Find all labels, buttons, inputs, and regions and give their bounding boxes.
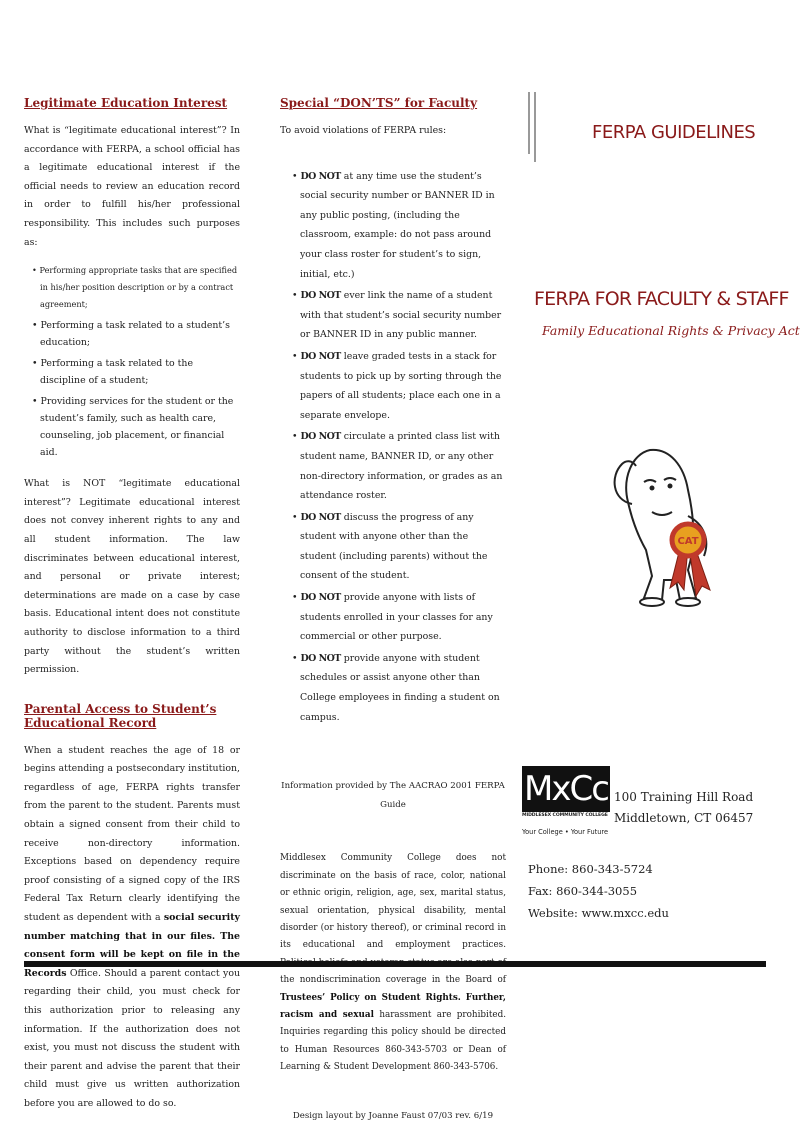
contact-info (528, 858, 669, 924)
list-item: • Performing a task related to the discipline of a student; (32, 358, 193, 387)
heading-parental-access: Parental Access to Student’s Educational Record (24, 701, 217, 730)
list-item: • DO NOT ever link the name of a student with that student’s social security number or BANNER ID in any public manner. (292, 290, 502, 341)
subtitle: Family Educational Rights & Privacy Act (542, 323, 800, 338)
mascot-badge-text: CAT (677, 536, 699, 547)
bottom-divider (24, 961, 766, 967)
list-item: • DO NOT provide anyone with lists of students enrolled in your classes for any commercial or other purpose. (292, 592, 493, 643)
phone: Phone: 860-343-5724 (528, 862, 653, 876)
guidelines-title: FERPA GUIDELINES (592, 122, 756, 143)
list-item: • DO NOT provide anyone with student schedules or assist anyone other than College employees in finding a student on campus. (292, 652, 500, 723)
donts-list (288, 167, 506, 728)
mascot-illustration (592, 420, 732, 618)
address-line: 100 Training Hill Road (614, 790, 754, 804)
list-item: • DO NOT circulate a printed class list with student name, BANNER ID, or any other non-directory information, or grades as an attendance roster. (292, 431, 503, 502)
decorative-line (528, 92, 530, 154)
list-item: • DO NOT leave graded tests in a stack for students to pick up by sorting through the papers of all students; place each one in a separate envelope. (292, 350, 502, 421)
list-item: • DO NOT at any time use the student’s social security number or BANNER ID in any public posting, (including the classroom, example: do not pass around your class roster for student’s to sign, initial, etc.) (292, 170, 495, 280)
design-credit: Design layout by Joanne Faust 07/03 rev. 6/19 (292, 1110, 494, 1121)
logo-tagline: Your College • Your Future (522, 828, 609, 836)
logo-college-name: MIDDLESEX COMMUNITY COLLEGE (522, 813, 608, 818)
fax: Fax: 860-344-3055 (528, 884, 638, 898)
donts-intro: To avoid violations of FERPA rules: (280, 125, 447, 136)
list-item: • Providing services for the student or the student’s family, such as health care, counseling, job placement, or financial aid. (32, 396, 234, 459)
main-title: FERPA FOR FACULTY & STAFF (534, 288, 789, 310)
heading-donts: Special “DON’TS” for Faculty (280, 96, 478, 110)
address-line: Middletown, CT 06457 (614, 811, 754, 825)
mxcc-logo: MxCc (522, 766, 610, 812)
middle-column (280, 96, 506, 1125)
legit-intro: What is “legitimate educational interest”? In accordance with FERPA, a school official has a legitimate educational interest if the official needs to review an education record in order to fulfill his/her professional responsibility. This includes such purposes as: (24, 125, 240, 248)
list-item: • Performing a task related to a student’s education; (32, 320, 230, 349)
list-item: • DO NOT discuss the progress of any student with anyone other than the student (including parents) without the consent of the student. (292, 511, 488, 582)
source-note: Information provided by The AACRAO 2001 FERPA Guide (281, 781, 505, 810)
heading-legitimate-interest: Legitimate Education Interest (24, 96, 228, 110)
not-legit-paragraph: What is NOT “legitimate educational interest”? Legitimate educational interest does not convey inherent rights to any and all student information. The law discriminates between educational interest, and personal or private interest; determinations are made on a case by case basis. Educational intent does not constitute authority to disclose information to a third party without the student’s written permission. (24, 478, 240, 676)
address (614, 787, 753, 829)
decorative-line (534, 92, 536, 162)
parental-paragraph: When a student reaches the age of 18 or begins attending a postsecondary institution, regardless of age, FERPA rights transfer from the parent to the student. Parents must obtain a signed consent from their child to receive non-directory information. Exceptions based on dependency require proof consisting of a signed copy of the IRS Federal Tax Return clearly identifying the student as dependent with a social security number matching that in our files. The consent form will be kept on file in the Records Office. Should a parent contact you regarding their child, you must check for this authorization prior to releasing any information. If the authorization does not exist, you must not discuss the student with their parent and advise the parent that their child must give us written authorization before you are allowed to do so. (24, 744, 241, 1109)
nondiscrimination-paragraph: Middlesex Community College does not discriminate on the basis of race, color, national or ethnic origin, religion, age, sex, marital status, sexual orientation, physical disability, mental disorder (or history thereof), or criminal record in its educational and employment practices. the nondiscrimination coverage in the Board of Trustees’ Policy on Student Rights. Further, racism and sexual harassment are prohibited. Inquiries regarding this policy should be directed to Human Resources 860-343-5703 or Dean of Learning & Student Development 860-343-5706. (280, 853, 506, 1073)
website-link[interactable]: Website: www.mxcc.edu (528, 906, 669, 920)
purpose-list (30, 262, 240, 461)
list-item: • Performing appropriate tasks that are specified in his/her position description or by a contract agreement; (32, 265, 238, 310)
